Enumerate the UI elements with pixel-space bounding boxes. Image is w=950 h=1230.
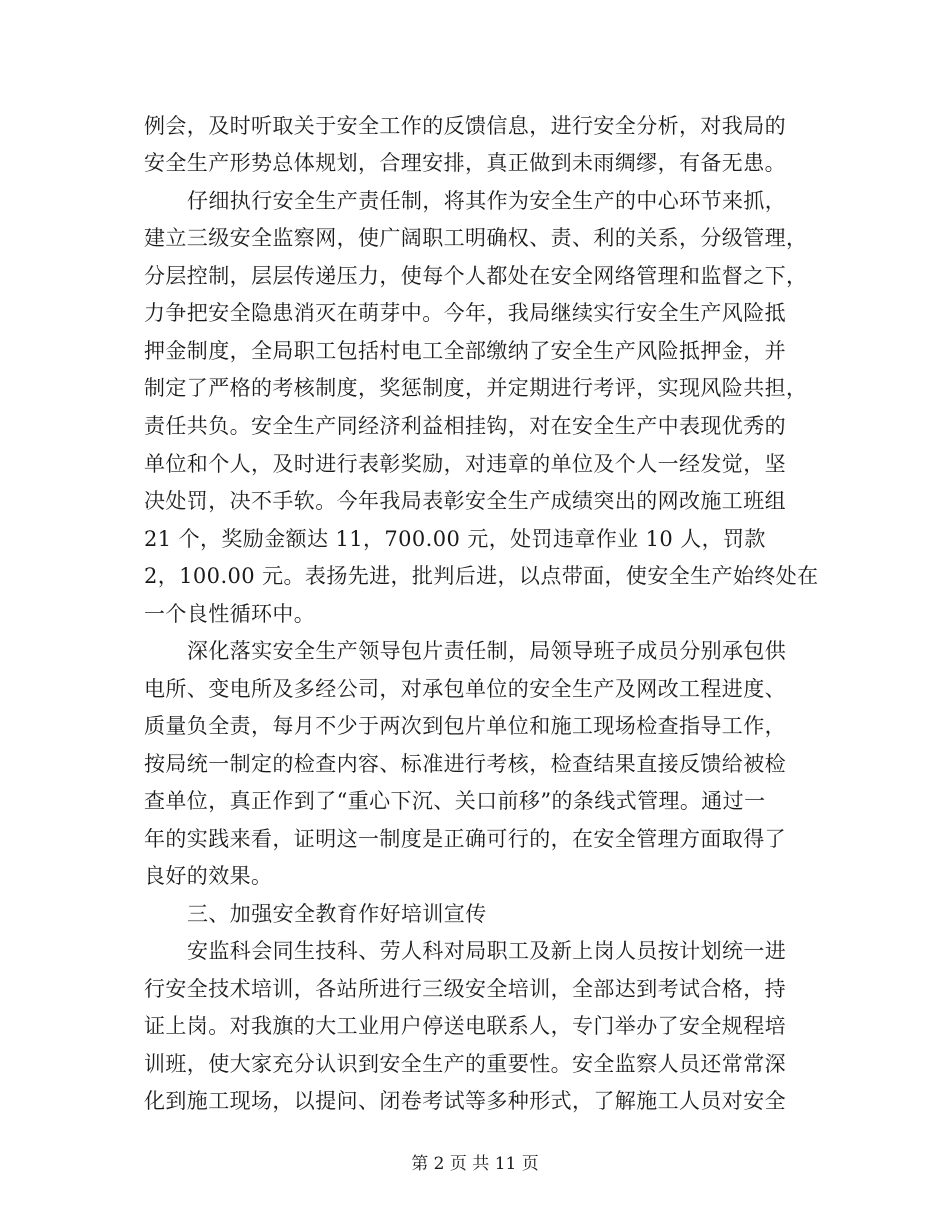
text-line: 年的实践来看，证明这一制度是正确可行的，在安全管理方面取得了	[144, 827, 786, 851]
text-line: 按局统一制定的检查内容、标准进行考核，检查结果直接反馈给被检	[144, 752, 786, 776]
text-line: 化到施工现场，以提问、闭卷考试等多种形式，了解施工人员对安全	[144, 1089, 786, 1113]
text-line: 训班，使大家充分认识到安全生产的重要性。安全监察人员还常常深	[144, 1052, 786, 1076]
text-line: 安监科会同生技科、劳人科对局职工及新上岗人员按计划统一进	[187, 939, 787, 963]
text-line: 深化落实安全生产领导包片责任制，局领导班子成员分别承包供	[187, 639, 787, 663]
text-line: 力争把安全隐患消灭在萌芽中。今年，我局继续实行安全生产风险抵	[144, 301, 786, 325]
text-line: 建立三级安全监察网，使广阔职工明确权、责、利的关系，分级管理，	[144, 226, 808, 250]
text-line: 质量负全责，每月不少于两次到包片单位和施工现场检查指导工作，	[144, 714, 786, 738]
text-line: 电所、变电所及多经公司，对承包单位的安全生产及网改工程进度、	[144, 677, 786, 701]
text-line: 安全生产形势总体规划，合理安排，真正做到未雨绸缪，有备无患。	[144, 151, 786, 175]
text-line: 行安全技术培训，各站所进行三级安全培训，全部达到考试合格，持	[144, 977, 786, 1001]
text-line: 决处罚，决不手软。今年我局表彰安全生产成绩突出的网改施工班组	[144, 489, 786, 513]
text-line: 仔细执行安全生产责任制，将其作为安全生产的中心环节来抓，	[187, 189, 787, 213]
section-heading: 三、加强安全教育作好培训宣传	[187, 902, 487, 926]
text-line: 2，100.00 元。表扬先进，批判后进，以点带面，使安全生产始终处在	[144, 564, 819, 588]
text-line: 例会，及时听取关于安全工作的反馈信息，进行安全分析，对我局的	[144, 114, 786, 138]
text-line: 责任共负。安全生产同经济利益相挂钩，对在安全生产中表现优秀的	[144, 414, 786, 438]
text-line: 分层控制，层层传递压力，使每个人都处在安全网络管理和监督之下，	[144, 264, 808, 288]
text-line: 一个良性循环中。	[144, 602, 316, 626]
text-line: 单位和个人，及时进行表彰奖励，对违章的单位及个人一经发觉，坚	[144, 452, 786, 476]
text-line: 制定了严格的考核制度，奖惩制度，并定期进行考评，实现风险共担，	[144, 376, 808, 400]
text-line: 查单位，真正作到了“重心下沉、关口前移”的条线式管理。通过一	[144, 789, 766, 813]
text-line: 押金制度，全局职工包括村电工全部缴纳了安全生产风险抵押金，并	[144, 339, 786, 363]
text-line: 良好的效果。	[144, 864, 273, 888]
text-line: 证上岗。对我旗的大工业用户停送电联系人，专门举办了安全规程培	[144, 1014, 786, 1038]
text-line: 21 个，奖励金额达 11，700.00 元，处罚违章作业 10 人，罚款	[144, 527, 766, 551]
page-number-footer: 第 2 页 共 11 页	[411, 1154, 539, 1174]
